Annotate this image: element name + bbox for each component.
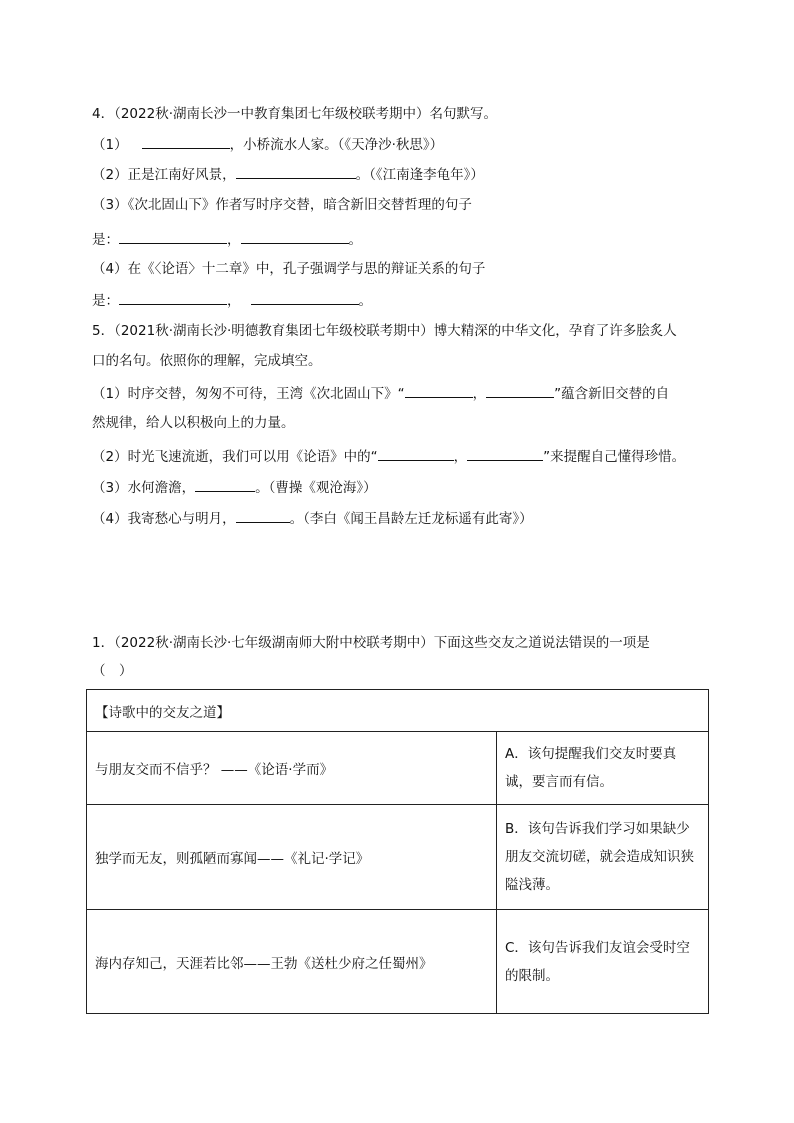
q5-item-1-comma: ，: [472, 386, 487, 402]
q5-item-3-suffix: 。（曹操《观沧海》）: [255, 480, 377, 496]
q5-item-4-prefix: （4）我寄愁心与明月，: [92, 511, 236, 527]
q4-item-4-answer-comma: ，: [227, 293, 241, 309]
answer-blank[interactable]: [486, 383, 554, 398]
q1-title: 1．（2022秋·湖南长沙·七年级湖南师大附中校联考期中）下面这些交友之道说法错误的一项是: [92, 635, 650, 651]
q4-item-2-suffix: 。（《江南逢李龟年》）: [355, 167, 484, 183]
friendship-table: [86, 689, 709, 1014]
option-c[interactable]: C．该句告诉我们友谊会受时空的限制。: [497, 910, 709, 1014]
q5-item-3-prefix: （3）水何澹澹，: [92, 480, 196, 496]
answer-blank[interactable]: [251, 290, 359, 305]
q5-item-1: [92, 383, 714, 404]
q5-title: 5．（2021秋·湖南长沙·明德教育集团七年级校联考期中）博大精深的中华文化，孕育了许多脍炙人: [92, 323, 677, 339]
q4-item-3-answer: [92, 229, 714, 250]
q5-item-3: [92, 477, 714, 498]
answer-blank[interactable]: [378, 446, 454, 461]
q5-item-2-comma: ，: [453, 449, 468, 465]
q4-item-4-answer: [92, 290, 714, 311]
answer-blank[interactable]: [236, 508, 290, 523]
q5-item-1-cont: 然规律，给人以积极向上的力量。: [92, 415, 295, 431]
table-row: [87, 805, 709, 910]
answer-blank[interactable]: [236, 164, 356, 179]
q4-item-3-answer-comma: ，: [227, 232, 241, 248]
q4-item-1: [92, 134, 714, 155]
q5-title-cont: 口的名句。依照你的理解，完成填空。: [92, 353, 322, 369]
q4-item-2: [92, 164, 714, 185]
q5-item-1-prefix: （1）时序交替，匆匆不可待，王湾《次北固山下》“: [92, 386, 405, 402]
table-row: [87, 910, 709, 1014]
q5-item-4-suffix: 。（李白《闻王昌龄左迁龙标遥有此寄》）: [289, 511, 533, 527]
q4-item-1-prefix: （1）: [92, 137, 128, 153]
option-a[interactable]: A．该句提醒我们交友时要真诚，要言而有信。: [497, 732, 709, 805]
table-header: 【诗歌中的交友之道】: [87, 690, 709, 732]
q4-item-1-suffix: ，小桥流水人家。（《天净沙·秋思》）: [229, 137, 444, 153]
q4-item-3-answer-end: 。: [348, 232, 362, 248]
answer-blank[interactable]: [241, 229, 349, 244]
q5-item-2-suffix: ”来提醒自己懂得珍惜。: [543, 449, 686, 465]
table-header-row: [87, 690, 709, 732]
table-quote-cell: 独学而无友，则孤陋而寡闻——《礼记·学记》: [87, 805, 497, 910]
option-b[interactable]: B．该句告诉我们学习如果缺少朋友交流切磋，就会造成知识狭隘浅薄。: [497, 805, 709, 910]
answer-blank[interactable]: [405, 383, 473, 398]
table-row: [87, 732, 709, 805]
q5-item-2-prefix: （2）时光飞速流逝，我们可以用《论语》中的“: [92, 449, 378, 465]
table-quote-cell: 海内存知己，天涯若比邻——王勃《送杜少府之任蜀州》: [87, 910, 497, 1014]
table-quote-cell: 与朋友交而不信乎？ ——《论语·学而》: [87, 732, 497, 805]
q4-item-4: （4）在《〈论语〉十二章》中，孔子强调学与思的辩证关系的句子: [92, 261, 486, 277]
q5-item-1-suffix: ”蕴含新旧交替的自: [554, 386, 670, 402]
q4-item-4-answer-end: 。: [358, 293, 372, 309]
q5-item-2: [92, 446, 714, 467]
q4-item-2-prefix: （2）正是江南好风景，: [92, 167, 236, 183]
q5-item-4: [92, 508, 714, 529]
answer-blank[interactable]: [119, 290, 227, 305]
q4-item-3: （3）《次北固山下》作者写时序交替，暗含新旧交替哲理的句子: [92, 197, 472, 213]
answer-blank[interactable]: [119, 229, 227, 244]
answer-blank[interactable]: [467, 446, 543, 461]
q4-title: 4．（2022秋·湖南长沙一中教育集团七年级校联考期中）名句默写。: [92, 106, 497, 122]
q4-item-4-answer-prefix: 是：: [92, 293, 119, 309]
q1-answer-parens: （ ）: [92, 663, 133, 679]
answer-blank[interactable]: [142, 134, 230, 149]
q4-item-3-answer-prefix: 是：: [92, 232, 119, 248]
answer-blank[interactable]: [195, 477, 255, 492]
